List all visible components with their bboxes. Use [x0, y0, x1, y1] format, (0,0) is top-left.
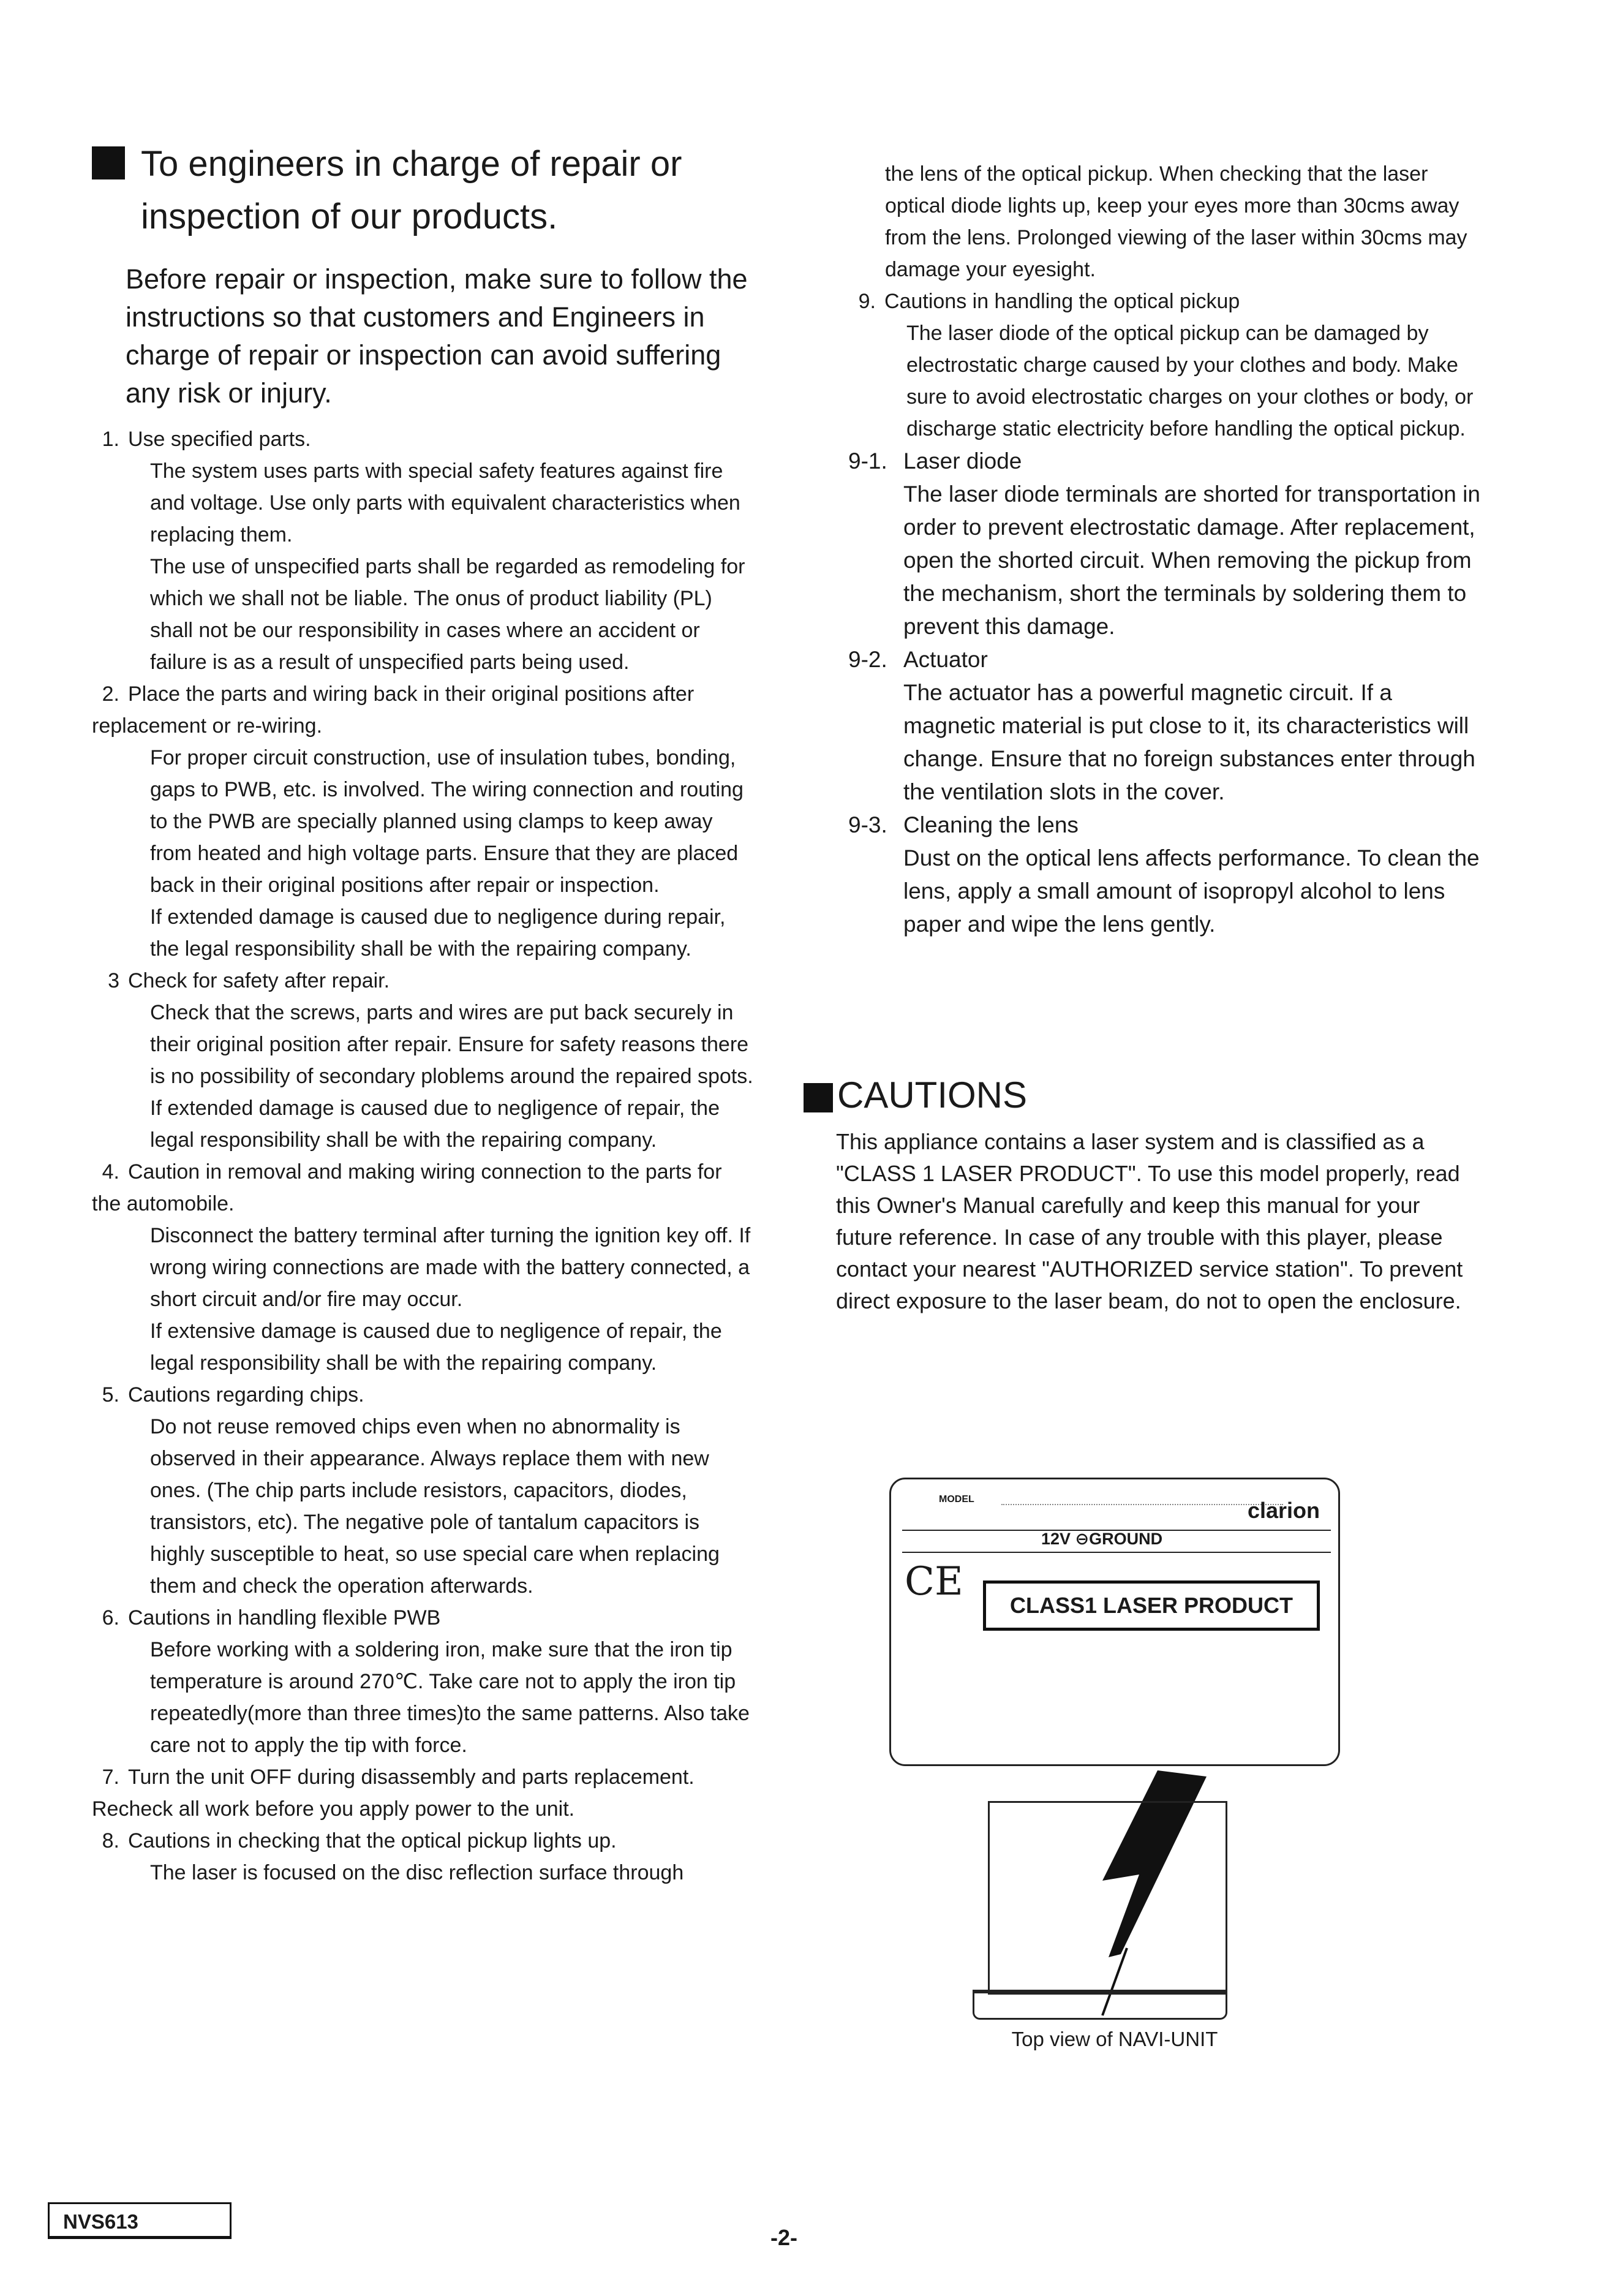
instruction-item — [92, 1156, 756, 1379]
section-heading — [92, 138, 756, 243]
sub-item — [848, 809, 1485, 941]
sub-item-paragraph: The actuator has a powerful magnetic circuit. If a magnetic material is put close to it, its characteristics will change. Ensure that no foreign substances enter through the ventilation slots in the cover. — [903, 680, 1475, 804]
instruction-item — [92, 678, 756, 965]
cautions-heading — [804, 1071, 1027, 1120]
instruction-item — [92, 1761, 756, 1825]
label-model: MODEL — [939, 1494, 974, 1505]
laser-class-badge: CLASS1 LASER PRODUCT — [983, 1580, 1320, 1631]
square-bullet-icon — [92, 146, 125, 179]
item-number: 8. — [102, 1829, 119, 1852]
sub-item — [848, 445, 1485, 643]
square-bullet-icon — [804, 1083, 833, 1112]
item-number: 1. — [102, 428, 119, 451]
instruction-item — [92, 965, 756, 1156]
item-paragraph: For proper circuit construction, use of insulation tubes, bonding, gaps to PWB, etc. is involved. The wiring connection and routing to the PWB are specially planned using clamps to keep away from heated and high voltage parts. Ensure that they are placed back in their original positions after repair or inspection. — [150, 746, 744, 897]
sub-item-title: Laser diode — [903, 448, 1022, 474]
item-number: 6. — [102, 1606, 119, 1629]
left-column — [92, 138, 756, 1889]
navi-unit-outline — [988, 1801, 1227, 1995]
sub-item-title: Actuator — [903, 647, 988, 672]
intro-paragraph: Before repair or inspection, make sure to follow the instructions so that customers and Engineers in charge of repair or inspection can avoid suffering any risk or injury. — [126, 263, 748, 409]
sub-item-paragraph: The laser diode terminals are shorted for transportation in order to prevent electrostatic damage. After replacement, open the shorted circuit. When removing the pickup from the mechanism, short the terminals by soldering them to prevent this damage. — [903, 481, 1480, 639]
label-brand: clarion — [1247, 1498, 1320, 1523]
item-title: Use specified parts. — [128, 428, 311, 451]
continuation-paragraph: the lens of the optical pickup. When checking that the laser optical diode lights up, keep your eyes more than 30cms away from the lens. Prolonged viewing of the laser within 30cms may damage your eyesight. — [885, 162, 1467, 281]
item-title: Check for safety after repair. — [128, 969, 390, 992]
item-title: Place the parts and wiring back in their original positions after replacement or re-wiring. — [92, 682, 695, 738]
item-number: 4. — [102, 1160, 119, 1184]
sub-item-list — [848, 445, 1485, 941]
sub-item-paragraph: Dust on the optical lens affects performance. To clean the lens, apply a small amount of isopropyl alcohol to lens paper and wipe the lens gently. — [903, 845, 1480, 937]
item-title: Cautions in handling the optical pickup — [884, 290, 1240, 313]
footer-model-box: NVS613 — [48, 2202, 232, 2239]
instruction-item — [92, 1602, 756, 1761]
item-paragraph: The system uses parts with special safety features against fire and voltage. Use only parts with equivalent characteristics when replacing them. — [150, 459, 740, 546]
instruction-item — [92, 1379, 756, 1602]
heading-text: To engineers in charge of repair or inspection of our products. — [141, 144, 682, 236]
item-number: 2. — [102, 682, 119, 706]
item-number: 5. — [102, 1383, 119, 1407]
item-paragraph: Check that the screws, parts and wires are put back securely in their original position after repair. Ensure for safety reasons there is no possibility of secondary ploblems around the repaired spots. — [150, 1001, 753, 1088]
item-paragraph: The use of unspecified parts shall be regarded as remodeling for which we shall not be liable. The onus of product liability (PL) shall not be our responsibility in cases where an accident or failure is as a result of unspecified parts being used. — [150, 555, 745, 674]
item-title: Cautions regarding chips. — [128, 1383, 364, 1407]
instruction-list — [92, 423, 756, 1889]
product-label — [889, 1478, 1340, 1766]
label-ground: 12V ⊖GROUND — [1041, 1530, 1163, 1548]
item-paragraph: Before working with a soldering iron, make sure that the iron tip temperature is around 270℃. Take care not to apply the iron tip repeatedly(more than three times)to the same patterns. Also take care not to apply the tip with force. — [150, 1638, 750, 1757]
page-number: -2- — [770, 2225, 797, 2250]
item-title: Cautions in handling flexible PWB — [128, 1606, 441, 1629]
instruction-item — [92, 423, 756, 678]
label-model-line — [1001, 1504, 1283, 1505]
navi-unit-tray — [973, 1990, 1227, 2020]
cautions-paragraph: This appliance contains a laser system and is classified as a "CLASS 1 LASER PRODUCT". To use this model properly, read this Owner's Manual carefully and keep this manual for your future reference. In case of any trouble with this player, please contact your nearest "AUTHORIZED service station". To prevent direct exposure to the laser beam, do not to open the enclosure. — [836, 1129, 1463, 1313]
figure-caption: Top view of NAVI-UNIT — [1011, 2028, 1218, 2050]
item-paragraph: The laser is focused on the disc reflection surface through — [150, 1861, 684, 1884]
sub-item-number: 9-3. — [848, 812, 887, 837]
item-title: Caution in removal and making wiring connection to the parts for the automobile. — [92, 1160, 722, 1215]
item-paragraph: The laser diode of the optical pickup can be damaged by electrostatic charge caused by your clothes and body. Make sure to avoid electrostatic charges on your clothes or body, or discharge static electricity before handling the optical pickup. — [906, 322, 1474, 440]
label-divider — [902, 1552, 1331, 1553]
item-paragraph: If extensive damage is caused due to negligence of repair, the legal responsibility shall be with the repairing company. — [150, 1320, 722, 1375]
instruction-item — [848, 285, 1485, 445]
item-title: Turn the unit OFF during disassembly and parts replacement. Recheck all work before you apply power to the unit. — [92, 1765, 695, 1821]
instruction-item — [92, 1825, 756, 1889]
sub-item-number: 9-2. — [848, 647, 887, 672]
sub-item — [848, 643, 1485, 809]
ce-mark: CE — [905, 1559, 963, 1604]
item-number: 3 — [108, 969, 119, 992]
item-title: Cautions in checking that the optical pickup lights up. — [128, 1829, 617, 1852]
cautions-heading-text: CAUTIONS — [837, 1074, 1028, 1116]
right-column — [848, 158, 1485, 941]
item-number: 9. — [858, 290, 876, 313]
item-paragraph: Do not reuse removed chips even when no abnormality is observed in their appearance. Always replace them with new ones. (The chip parts include resistors, capacitors, diodes, transistors, etc). The negative pole of tantalum capacitors is highly susceptible to heat, so use special care when replacing them and check the operation afterwards. — [150, 1415, 720, 1598]
sub-item-title: Cleaning the lens — [903, 812, 1079, 837]
item-paragraph: If extended damage is caused due to negligence during repair, the legal responsibility shall be with the repairing company. — [150, 905, 726, 961]
item-paragraph: If extended damage is caused due to negligence of repair, the legal responsibility shall be with the repairing company. — [150, 1097, 720, 1152]
item-paragraph: Disconnect the battery terminal after turning the ignition key off. If wrong wiring connections are made with the battery connected, a short circuit and/or fire may occur. — [150, 1224, 751, 1311]
sub-item-number: 9-1. — [848, 448, 887, 474]
item-number: 7. — [102, 1765, 119, 1789]
